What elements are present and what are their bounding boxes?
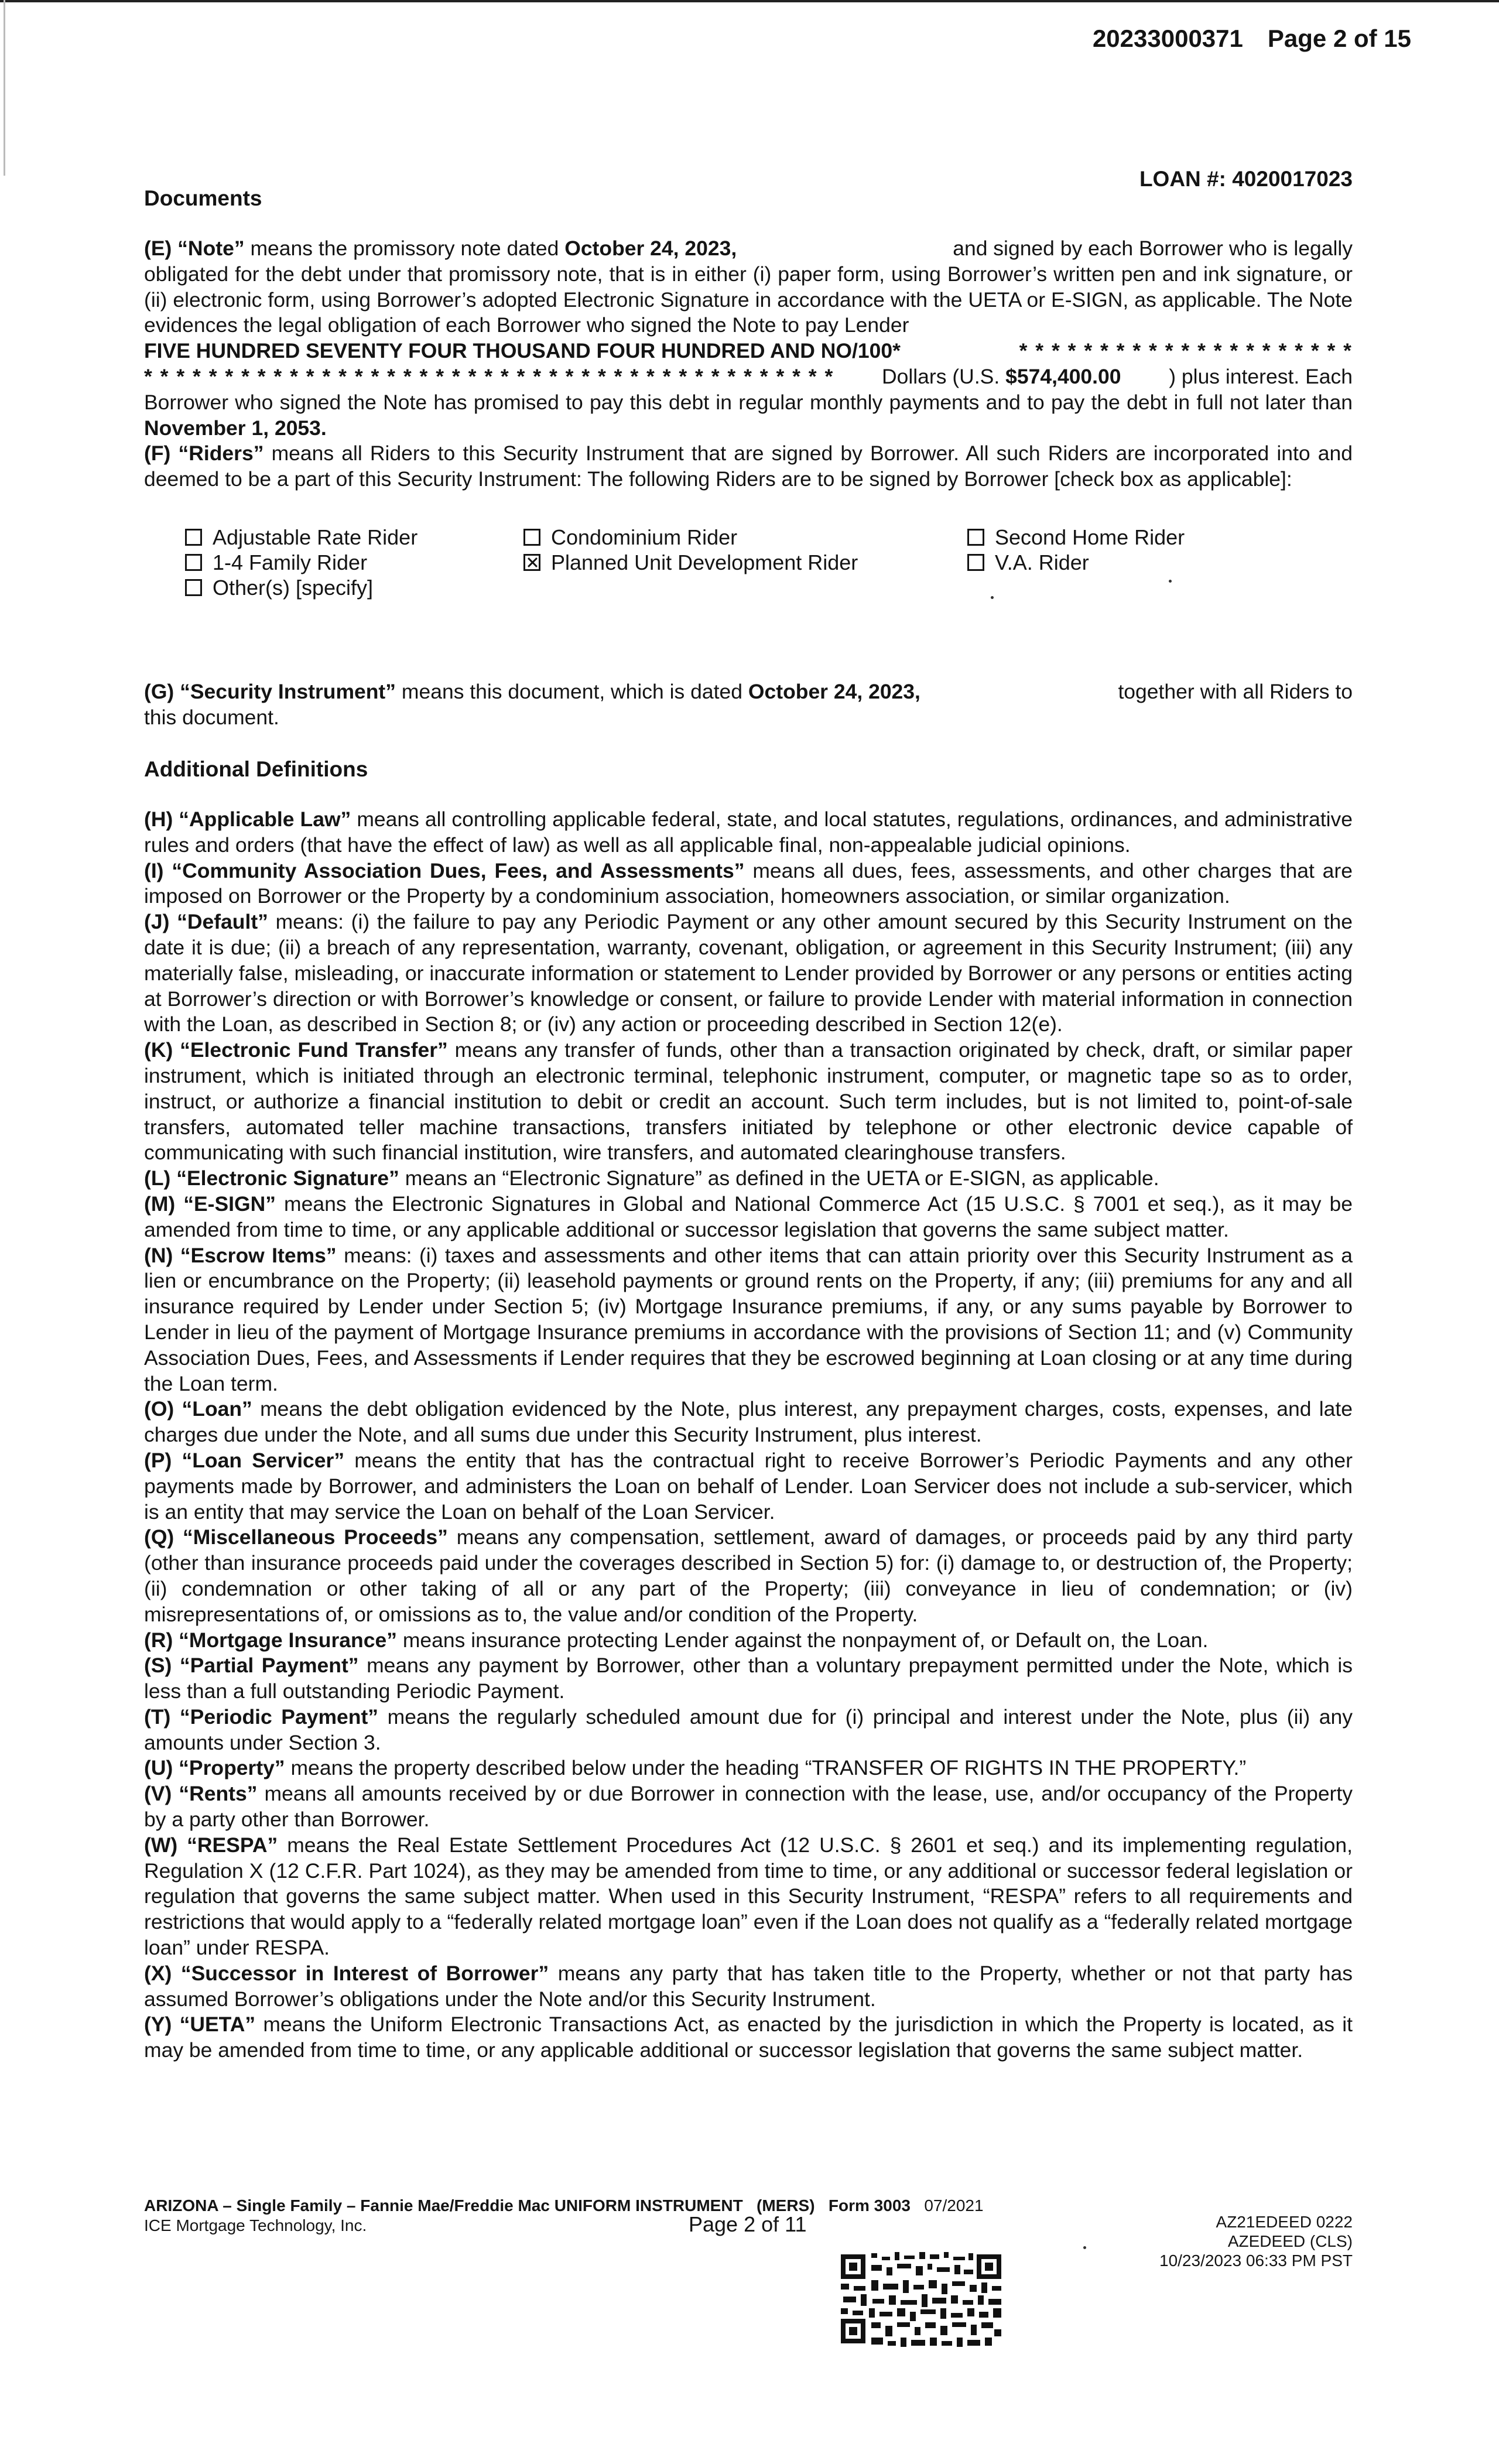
definition-text: means any compensation, settlement, award of damages, or proceeds paid by any third party (other than insurance proceeds paid under the coverages described in Section 5) for: (i) damage to, or destruction of, the Property; (ii) condemnation or other taking of all or any part of the Property; (iii) conveyance in lieu of condemnation; or (iv) misrepresentations of, or omissions as to, the value and/or condition of the Property. [144, 1525, 1353, 1626]
definition-item [144, 1397, 1353, 1448]
definition-text: means any payment by Borrower, other than a voluntary prepayment permitted under the Note, which is less than a full outstanding Periodic Payment. [144, 1654, 1353, 1703]
page-header [1093, 25, 1411, 53]
definition-term: (T) “Periodic Payment” [144, 1705, 379, 1729]
section-title-documents: Documents [144, 186, 262, 210]
definition-item [144, 1781, 1353, 1833]
definition-term: (I) “Community Association Dues, Fees, and Assessments” [144, 858, 745, 882]
rider-other: Other(s) [specify] [185, 575, 373, 600]
definition-term: (X) “Successor in Interest of Borrower” [144, 1961, 549, 1985]
stray-mark [1169, 580, 1172, 583]
definition-item [144, 1166, 1353, 1192]
definition-term: (S) “Partial Payment” [144, 1654, 359, 1678]
definition-text: means the Uniform Electronic Transactions Act, as enacted by the jurisdiction in which the Property is located, as it may be amended from time to time, or any applicable additional or successor legislation that governs the same subject matter. [144, 2013, 1353, 2062]
maturity-date: November 1, 2053. [144, 416, 327, 440]
rider-adjustable-rate: Adjustable Rate Rider [185, 525, 417, 550]
form-date: 07/2021 [924, 2196, 984, 2215]
definition-term: (Q) “Miscellaneous Proceeds” [144, 1525, 448, 1549]
definition-item [144, 1243, 1353, 1397]
definition-item [144, 1653, 1353, 1705]
definition-term: (N) “Escrow Items” [144, 1243, 337, 1267]
note-date: October 24, 2023, [564, 237, 737, 260]
rider-va: V.A. Rider [967, 550, 1089, 575]
definition-term: (K) “Electronic Fund Transfer” [144, 1038, 448, 1062]
definition-term: (F) “Riders” [144, 442, 264, 466]
definitions-list [144, 807, 1353, 2063]
section-title-additional-definitions: Additional Definitions [144, 757, 368, 781]
footer-codes: AZ21EDEED 0222 AZEDEED (CLS) 10/23/2023 06:33 PM PST [1159, 2213, 1353, 2270]
checkbox [185, 529, 202, 546]
definition-text: means insurance protecting Lender against the nonpayment of, or Default on, the Loan. [402, 1628, 1209, 1652]
note-body: obligated for the debt under that promissory note, that is in either (i) paper form, using Borrower’s written pen and ink signature, or (ii) electronic form, using Borrower’s adopted Electronic Signature in accordance with the UETA or E-SIGN, as applicable. The Note evidences the legal obligation of each Borrower who signed the Note to pay Lender [144, 262, 1353, 337]
page-label: Page 2 of 15 [1267, 25, 1411, 52]
amount-in-words: FIVE HUNDRED SEVENTY FOUR THOUSAND FOUR HUNDRED AND NO/100* [144, 339, 901, 363]
definition-term: (H) “Applicable Law” [144, 807, 351, 831]
definition-item [144, 909, 1353, 1038]
definition-item [144, 807, 1353, 858]
definition-item [144, 1705, 1353, 1756]
scan-edge [4, 0, 5, 176]
checked-checkbox [523, 554, 540, 571]
definition-text: means the regularly scheduled amount due for (i) principal and interest under the Note, plus (ii) any amounts under Section 3. [144, 1705, 1353, 1754]
definition-text: means all dues, fees, assessments, and other charges that are imposed on Borrower or the Property by a condominium association, homeowners association, or similar organization. [144, 858, 1353, 908]
definition-term: (J) “Default” [144, 910, 268, 934]
definition-item [144, 1525, 1353, 1627]
top-border [0, 0, 1499, 2]
definition-item [144, 1192, 1353, 1243]
definition-term: (R) “Mortgage Insurance” [144, 1628, 397, 1652]
footer-state: ARIZONA [144, 2196, 218, 2215]
definition-term: (U) “Property” [144, 1756, 285, 1780]
checkbox [185, 579, 202, 596]
checkbox [523, 529, 540, 546]
loan-amount: $574,400.00 [1005, 364, 1121, 388]
definition-text: means the entity that has the contractual right to receive Borrower’s Periodic Payments and any other payments made by Borrower, and administers the Loan on behalf of Lender. Loan Servicer does not include a sub-servicer, which is an entity that may service the Loan on behalf of the Loan Servicer. [144, 1448, 1353, 1524]
definition-item [144, 1833, 1353, 1961]
checkbox [967, 529, 984, 546]
definition-term: (Y) “UETA” [144, 2013, 256, 2037]
loan-number: LOAN #: 4020017023 [1139, 167, 1353, 191]
form-number: Form 3003 [828, 2196, 911, 2215]
definition-item [144, 1038, 1353, 1166]
checkbox [967, 554, 984, 571]
definition-item [144, 858, 1353, 910]
definition-item [144, 1961, 1353, 2013]
definition-term: (V) “Rents” [144, 1782, 258, 1806]
instrument-date: October 24, 2023, [748, 680, 920, 703]
definition-item [144, 1755, 1353, 1781]
definition-text: means the Electronic Signatures in Global and National Commerce Act (15 U.S.C. § 7001 et seq.), as it may be amended from time to time, or any applicable additional or successor legislation that governs the same subject matter. [144, 1192, 1353, 1241]
definition-item [144, 2012, 1353, 2063]
rider-condominium: Condominium Rider [523, 525, 737, 550]
definition-text: means: (i) the failure to pay any Periodic Payment or any other amount secured by this Security Instrument on the date it is due; (ii) a breach of any representation, warranty, covenant, obligation, or agreement in this Security Instrument; (iii) any materially false, misleading, or inaccurate information or statement to Lender provided by Borrower or any persons or entities acting at Borrower’s direction or with Borrower’s knowledge or consent, or failure to provide Lender with material information in connection with the Loan, as described in Section 8; or (iv) any action or proceeding described in Section 12(e). [144, 910, 1353, 1036]
definition-text: means any transfer of funds, other than a transaction originated by check, draft, or similar paper instrument, which is initiated through an electronic terminal, telephonic instrument, computer, or magnetic tape so as to order, instruct, or authorize a financial institution to debit or credit an account. Such term includes, but is not limited to, point-of-sale transfers, automated teller machine transactions, transfers initiated by telephone or other electronic device capable of communicating with such financial institution, wire transfers, and automated clearinghouse transfers. [144, 1038, 1353, 1165]
definition-text: means the debt obligation evidenced by the Note, plus interest, any prepayment charges, costs, expenses, and late charges due under the Note, and all sums due under this Security Instrument, plus interest. [144, 1397, 1353, 1447]
rider-planned-unit-development: Planned Unit Development Rider [523, 550, 858, 575]
security-instrument-definition: (G) “Security Instrument” means this document, which is dated October 24, 2023, together with all Riders to this document. [144, 680, 1353, 729]
definition-term: (M) “E-SIGN” [144, 1192, 276, 1216]
document-number: 20233000371 [1092, 25, 1243, 52]
definition-text: means all amounts received by or due Borrower in connection with the lease, use, and/or occupancy of the Property by a party other than Borrower. [144, 1782, 1353, 1832]
rider-second-home: Second Home Rider [967, 525, 1185, 550]
footer-page-number: Page 2 of 11 [689, 2212, 807, 2236]
stray-mark [991, 596, 994, 599]
checkbox [185, 554, 202, 571]
definition-text: means the property described below under the heading “TRANSFER OF RIGHTS IN THE PROPERTY.” [290, 1756, 1247, 1780]
definition-text: means the Real Estate Settlement Procedures Act (12 U.S.C. § 2601 et seq.) and its implementing regulation, Regulation X (12 C.F.R. Part 1024), as they may be amended from time to time, or any additional or successor federal legislation or regulation that governs the same subject matter. When used in this Security Instrument, “RESPA” refers to all requirements and restrictions that would apply to a “federally related mortgage loan” even if the Loan does not qualify as a “federally related mortgage loan” under RESPA. [144, 1833, 1353, 1960]
definition-item [144, 1448, 1353, 1525]
definition-term: (L) “Electronic Signature” [144, 1166, 399, 1190]
footer-timestamp: 10/23/2023 06:33 PM PST [1159, 2251, 1353, 2270]
definition-item [144, 1628, 1353, 1654]
definition-term: (P) “Loan Servicer” [144, 1448, 345, 1472]
definition-text: means: (i) taxes and assessments and other items that can attain priority over this Security Instrument as a lien or encumbrance on the Property; (ii) leasehold payments or ground rents on the Property, if any; (iii) premiums for any and all insurance required by Lender under Section 5; (iv) Mortgage Insurance premiums, if any, or any sums payable by Borrower to Lender in lieu of the payment of Mortgage Insurance premiums in accordance with the provisions of Section 11; and (v) Community Association Dues, Fees, and Assessments if Lender requires that they be escrowed beginning at Loan closing or at any time during the Loan term. [144, 1243, 1353, 1395]
definition-text: means any party that has taken title to the Property, whether or not that party has assumed Borrower’s obligations under the Note and/or this Security Instrument. [144, 1961, 1353, 2011]
rider-1-4-family: 1-4 Family Rider [185, 550, 367, 575]
stray-mark [1083, 2246, 1086, 2249]
barcode [839, 2250, 1004, 2349]
definition-text: means an “Electronic Signature” as defined in the UETA or E-SIGN, as applicable. [405, 1166, 1159, 1190]
definition-text: means all controlling applicable federal, state, and local statutes, regulations, ordinances, and administrative rules and orders (that have the effect of law) as well as all applicable final, non-appealable judicial opinions. [144, 807, 1353, 857]
definition-term: (O) “Loan” [144, 1397, 252, 1421]
note-definition: (E) “Note” means the promissory note dated October 24, 2023, and signed by each Borrower who is legally obligated for the debt under that promissory note, that is in either (i) paper form, using Borrower’s written pen and ink signature, or (ii) electronic form, using Borrower’s adopted Electronic Signature in accordance with the UETA or E-SIGN, as applicable. The Note evidences the legal obligation of each Borrower who signed the Note to pay Lender FIVE HUNDRED SEVENTY FOUR THOUSAND FOUR HUNDRED AND NO/100* * * * * * * * * * * * * * * * * * * * * * * * * * * * * * * * * * * * * * * * * * * * * * * * * * * * * * * * * * * * * * * * * Dollars (U.S. $574,400.00 ) plus interest. Each Borrower who signed the Note has promised to pay this debt in regular monthly payments and to pay the debt in full not later than November 1, 2053. (F) “Riders” means all Riders to this Security Instrument that are signed by Borrower. All such Riders are incorporated into and deemed to be a part of this Security Instrument: The following Riders are to be signed by Borrower [check box as applicable]: [144, 237, 1353, 491]
footer-form-info: ARIZONA – Single Family – Fannie Mae/Freddie Mac UNIFORM INSTRUMENT (MERS) Form 3003 07/2021 ICE Mortgage Technology, Inc. [144, 2196, 984, 2234]
definition-term: (E) “Note” [144, 237, 245, 260]
footer-company: ICE Mortgage Technology, Inc. [144, 2216, 367, 2234]
definition-term: (G) “Security Instrument” [144, 680, 396, 703]
definition-term: (W) “RESPA” [144, 1833, 278, 1857]
